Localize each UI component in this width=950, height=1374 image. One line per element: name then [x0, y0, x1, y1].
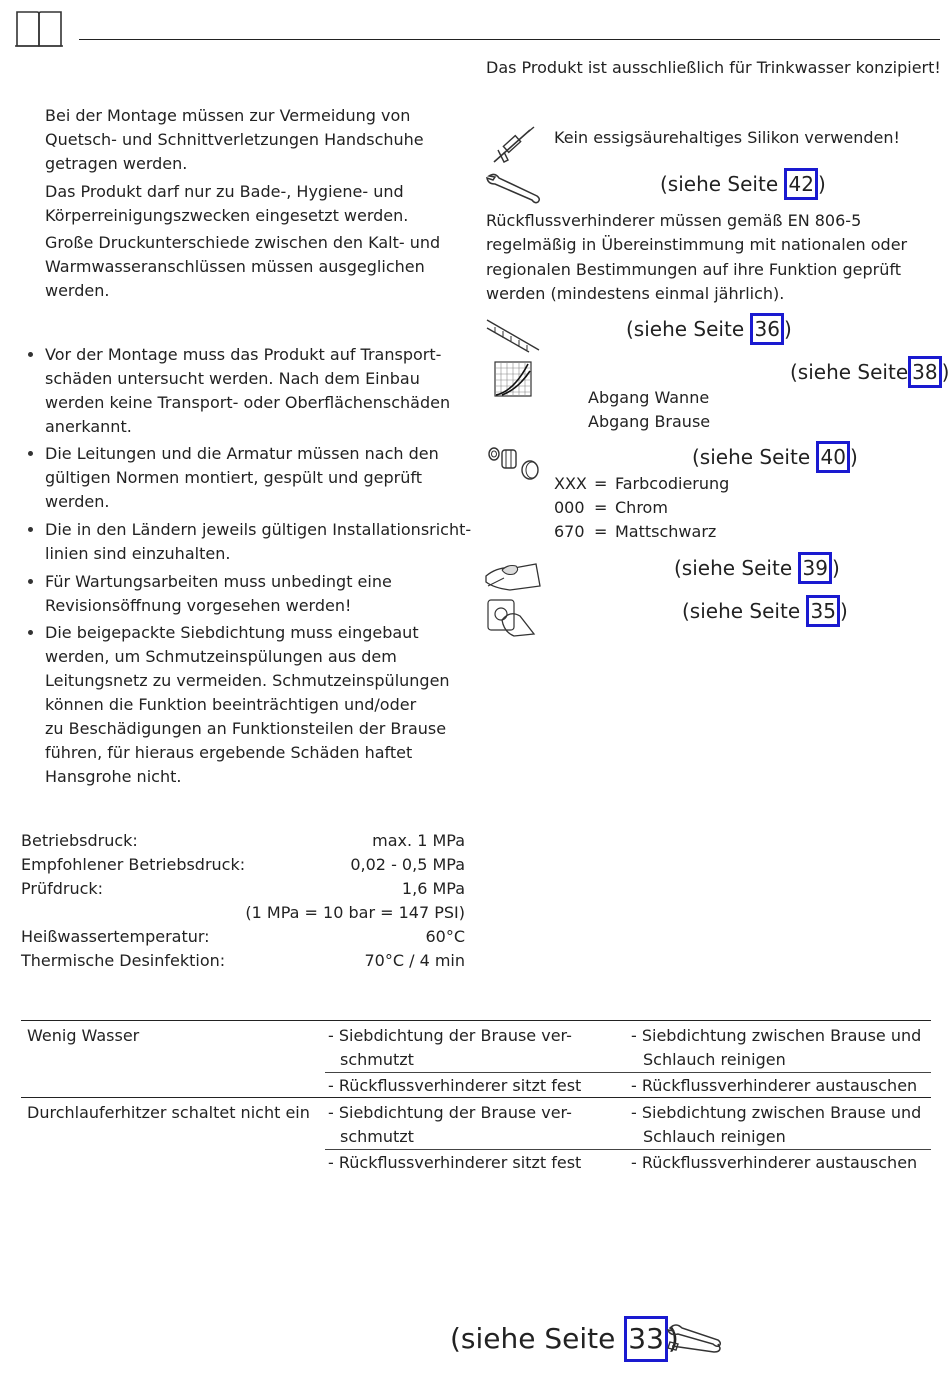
- ref-suffix: ): [831, 556, 840, 580]
- list-item: werden.: [45, 492, 110, 511]
- ref-number: 38: [908, 356, 941, 388]
- remedy-cell: - Rückflussverhinderer austauschen: [631, 1076, 918, 1095]
- wrench-icon: [485, 172, 543, 208]
- safety-line: Warmwasseranschlüssen müssen ausgeglichen: [45, 257, 425, 276]
- ref-suffix: ): [941, 360, 950, 384]
- tech-value: 1,6 MPa: [401, 879, 465, 898]
- cleaning-hand-icon: [484, 556, 542, 596]
- tech-label: Thermische Desinfektion:: [21, 951, 226, 970]
- ref-suffix: ): [849, 445, 858, 469]
- tech-value: 70°C / 4 min: [364, 951, 465, 970]
- color-name: Farbcodierung: [615, 474, 730, 493]
- outlet-label: Abgang Brause: [588, 412, 711, 431]
- list-item: Vor der Montage muss das Produkt auf Transport-: [45, 345, 442, 364]
- ref-number: 33: [624, 1316, 668, 1362]
- tech-value: (1 MPa = 10 bar = 147 PSI): [245, 903, 465, 922]
- page-ref-service[interactable]: [660, 168, 826, 200]
- outlet-label: Abgang Wanne: [588, 388, 710, 407]
- safety-line: Große Druckunterschiede zwischen den Kalt- und: [45, 233, 441, 252]
- cause-cell: schmutzt: [340, 1050, 414, 1069]
- tech-label: Prüfdruck:: [21, 879, 104, 898]
- cause-cell: - Siebdichtung der Brause ver-: [328, 1026, 572, 1045]
- ruler-icon: [485, 316, 541, 360]
- list-item: Die beigepackte Siebdichtung muss eingebaut: [45, 623, 419, 642]
- safety-line: werden.: [45, 281, 110, 300]
- bullet: [28, 630, 33, 635]
- page-ref-cleaning[interactable]: [674, 552, 840, 584]
- list-item: Für Wartungsarbeiten muss unbedingt eine: [45, 572, 392, 591]
- color-code: 670: [554, 522, 585, 541]
- book-icon: [15, 10, 63, 52]
- list-item: Revisionsöffnung vorgesehen werden!: [45, 596, 352, 615]
- ref-suffix: ): [817, 172, 826, 196]
- ref-prefix: (siehe Seite: [674, 556, 799, 580]
- bullet: [28, 352, 33, 357]
- ref-suffix: ): [667, 1322, 679, 1355]
- bullet: [28, 527, 33, 532]
- problem-cell: Durchlauferhitzer schaltet nicht ein: [27, 1103, 310, 1122]
- ref-suffix: ): [839, 599, 848, 623]
- cell-divider: [325, 1072, 931, 1073]
- page-ref-assembly[interactable]: [450, 1316, 679, 1362]
- list-item: Hansgrohe nicht.: [45, 767, 182, 786]
- row-divider: [21, 1097, 931, 1098]
- list-item: zu Beschädigungen an Funktionsteilen der Brause: [45, 719, 447, 738]
- color-name: Chrom: [615, 498, 668, 517]
- list-item: führen, für hieraus ergebende Schäden haftet: [45, 743, 413, 762]
- ref-number: 35: [806, 595, 839, 627]
- tech-label: Empfohlener Betriebsdruck:: [21, 855, 246, 874]
- safety-line: Körperreinigungszwecken eingesetzt werden.: [45, 206, 409, 225]
- ref-prefix: (siehe Seite: [692, 445, 817, 469]
- safety-line: getragen werden.: [45, 154, 188, 173]
- safety-line: Bei der Montage müssen zur Vermeidung von: [45, 106, 411, 125]
- remedy-cell: Schlauch reinigen: [643, 1127, 786, 1146]
- color-eq: =: [594, 498, 608, 517]
- list-item: Leitungsnetz zu vermeiden. Schmutzeinspülungen: [45, 671, 450, 690]
- color-eq: =: [594, 522, 608, 541]
- ref-prefix: (siehe Seite: [790, 360, 909, 384]
- ref-number: 40: [816, 441, 849, 473]
- ref-number: 36: [750, 313, 783, 345]
- page-ref-finish[interactable]: [692, 441, 858, 473]
- list-item: Die in den Ländern jeweils gültigen Installationsricht-: [45, 520, 472, 539]
- list-item: Die Leitungen und die Armatur müssen nach den: [45, 444, 439, 463]
- list-item: anerkannt.: [45, 417, 132, 436]
- ref-prefix: (siehe Seite: [682, 599, 807, 623]
- parts-icon: [486, 446, 542, 484]
- cause-cell: - Rückflussverhinderer sitzt fest: [328, 1076, 582, 1095]
- list-item: linien sind einzuhalten.: [45, 544, 231, 563]
- backflow-line: regelmäßig in Übereinstimmung mit nationalen oder: [486, 235, 908, 254]
- ref-suffix: ): [783, 317, 792, 341]
- color-name: Mattschwarz: [615, 522, 717, 541]
- silicone-gun-icon: [490, 126, 536, 170]
- problem-cell: Wenig Wasser: [27, 1026, 140, 1045]
- tech-label: Betriebsdruck:: [21, 831, 138, 850]
- ref-number: 42: [784, 168, 817, 200]
- cell-divider: [325, 1149, 931, 1150]
- bullet: [28, 451, 33, 456]
- bullet: [28, 579, 33, 584]
- table-top-rule: [21, 1020, 931, 1021]
- remedy-cell: - Siebdichtung zwischen Brause und: [631, 1026, 922, 1045]
- cause-cell: schmutzt: [340, 1127, 414, 1146]
- remedy-cell: - Rückflussverhinderer austauschen: [631, 1153, 918, 1172]
- list-item: gültigen Normen montiert, gespült und geprüft: [45, 468, 422, 487]
- tools-icon: [666, 1322, 724, 1360]
- tech-value: 60°C: [425, 927, 465, 946]
- flow-diagram-icon: [494, 361, 532, 401]
- page-ref-diagram[interactable]: [790, 356, 949, 388]
- remedy-cell: - Siebdichtung zwischen Brause und: [631, 1103, 922, 1122]
- cause-cell: - Rückflussverhinderer sitzt fest: [328, 1153, 582, 1172]
- tech-label: Heißwassertemperatur:: [21, 927, 210, 946]
- operation-hand-icon: [484, 598, 538, 642]
- list-item: werden, um Schmutzeinspülungen aus dem: [45, 647, 397, 666]
- list-item: schäden untersucht werden. Nach dem Einbau: [45, 369, 420, 388]
- tech-value: 0,02 - 0,5 MPa: [350, 855, 465, 874]
- cause-cell: - Siebdichtung der Brause ver-: [328, 1103, 572, 1122]
- ref-number: 39: [798, 552, 831, 584]
- remedy-cell: Schlauch reinigen: [643, 1050, 786, 1069]
- safety-line: Quetsch- und Schnittverletzungen Handschuhe: [45, 130, 424, 149]
- tech-value: max. 1 MPa: [372, 831, 465, 850]
- backflow-line: Rückflussverhinderer müssen gemäß EN 806-5: [486, 211, 862, 230]
- color-eq: =: [594, 474, 608, 493]
- ref-prefix: (siehe Seite: [450, 1322, 625, 1355]
- color-code: 000: [554, 498, 585, 517]
- ref-prefix: (siehe Seite: [660, 172, 785, 196]
- header-rule: [79, 39, 940, 40]
- backflow-line: werden (mindestens einmal jährlich).: [486, 284, 785, 303]
- page-ref-measure[interactable]: [626, 313, 792, 345]
- page-ref-operation[interactable]: [682, 595, 848, 627]
- safety-line: Das Produkt darf nur zu Bade-, Hygiene- und: [45, 182, 404, 201]
- list-item: werden keine Transport- oder Oberflächenschäden: [45, 393, 451, 412]
- ref-prefix: (siehe Seite: [626, 317, 751, 341]
- color-code: XXX: [554, 474, 587, 493]
- list-item: können die Funktion beeinträchtigen und/oder: [45, 695, 417, 714]
- backflow-line: regionalen Bestimmungen auf ihre Funktion geprüft: [486, 260, 901, 279]
- drinking-water-note: Das Produkt ist ausschließlich für Trinkwasser konzipiert!: [486, 58, 941, 77]
- silicone-note: Kein essigsäurehaltiges Silikon verwenden!: [554, 128, 900, 147]
